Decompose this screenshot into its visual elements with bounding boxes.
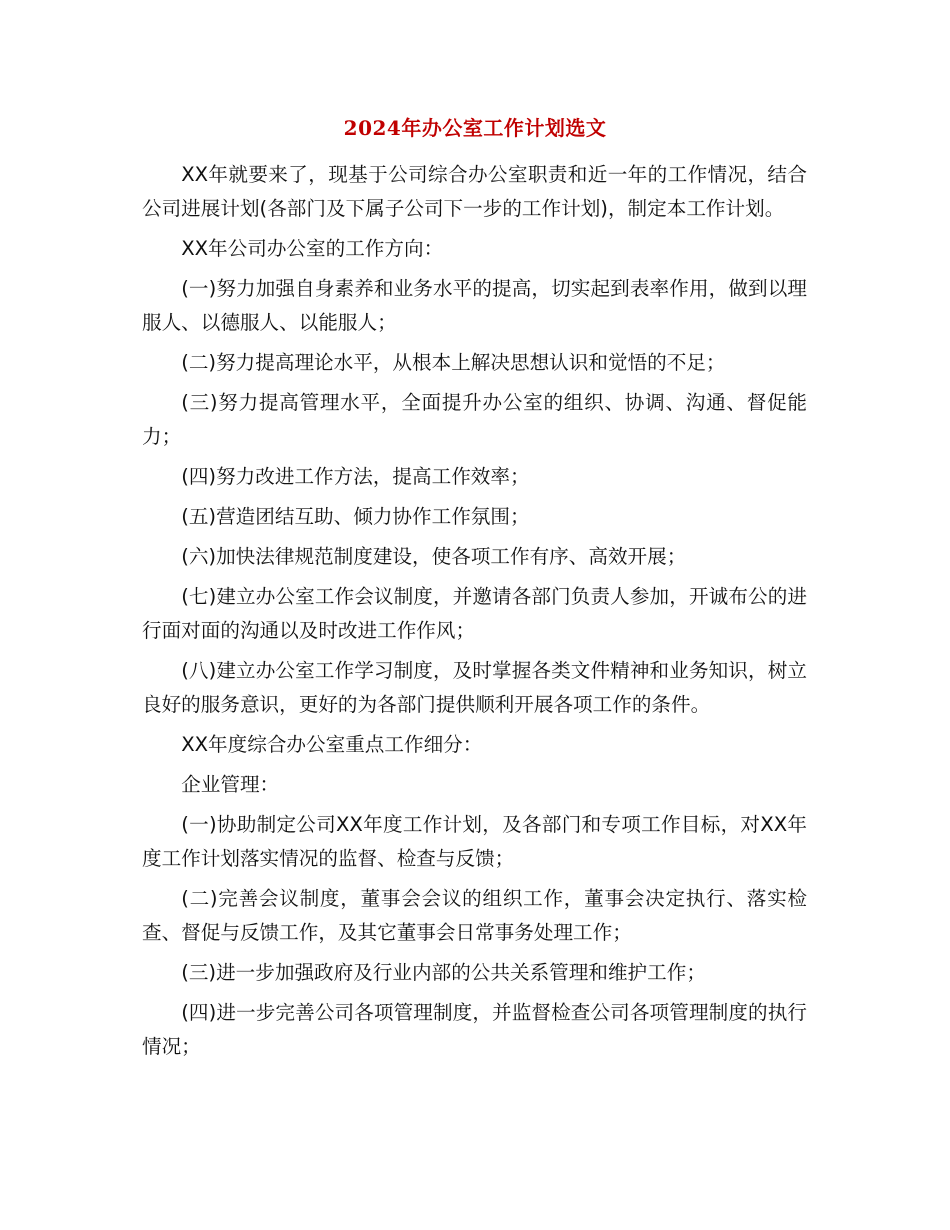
paragraph: XX年度综合办公室重点工作细分： [181, 733, 483, 756]
paragraph: (二)完善会议制度，董事会会议的组织工作，董事会决定执行、落实检查、督促与反馈工作，及其它董事会日常事务处理工作； [142, 887, 807, 944]
paragraph: 企业管理： [181, 773, 280, 796]
document-title: 2024年办公室工作计划选文 [343, 116, 607, 140]
paragraph: (一)努力加强自身素养和业务水平的提高，切实起到表率作用，做到以理服人、以德服人、以能服人； [142, 277, 807, 334]
document-body [142, 158, 807, 1070]
paragraph: (三)努力提高管理水平，全面提升办公室的组织、协调、沟通、督促能力； [142, 391, 807, 448]
paragraph: (五)营造团结互助、倾力协作工作氛围； [181, 505, 530, 528]
paragraph: (四)进一步完善公司各项管理制度，并监督检查公司各项管理制度的执行情况； [142, 1001, 807, 1058]
paragraph: (三)进一步加强政府及行业内部的公共关系管理和维护工作； [181, 961, 706, 984]
paragraph: (四)努力改进工作方法，提高工作效率； [181, 465, 530, 488]
paragraph: (一)协助制定公司XX年度工作计划，及各部门和专项工作目标，对XX年度工作计划落实情况的监督、检查与反馈； [142, 813, 807, 870]
paragraph: (八)建立办公室工作学习制度，及时掌握各类文件精神和业务知识，树立良好的服务意识，更好的为各部门提供顺利开展各项工作的条件。 [142, 659, 807, 716]
paragraph: (二)努力提高理论水平，从根本上解决思想认识和觉悟的不足； [181, 351, 726, 374]
paragraph: (六)加快法律规范制度建设，使各项工作有序、高效开展； [181, 545, 687, 568]
paragraph: XX年公司办公室的工作方向： [181, 237, 444, 260]
paragraph: (七)建立办公室工作会议制度，并邀请各部门负责人参加，开诚布公的进行面对面的沟通以及时改进工作作风； [142, 585, 807, 642]
paragraph: XX年就要来了，现基于公司综合办公室职责和近一年的工作情况，结合公司进展计划(各部门及下属子公司下一步的工作计划)，制定本工作计划。 [142, 163, 807, 220]
